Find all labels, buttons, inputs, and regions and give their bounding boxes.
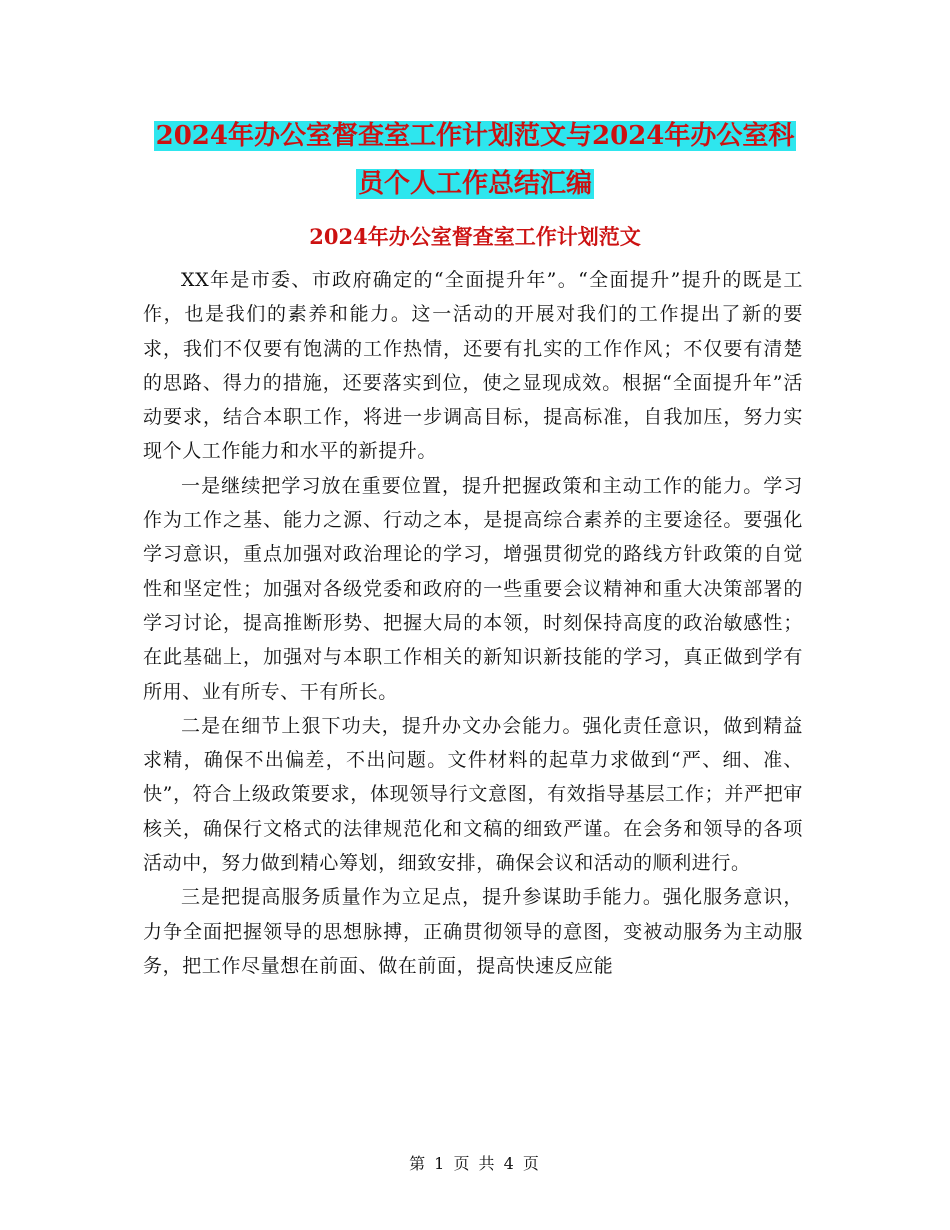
document-title-line-1: 2024年办公室督查室工作计划范文与2024年办公室科 — [155, 121, 795, 151]
body-paragraph: 三是把提高服务质量作为立足点，提升参谋助手能力。强化服务意识，力争全面把握领导的思想脉搏，正确贯彻领导的意图，变被动服务为主动服务，把工作尽量想在前面、做在前面，提高快速反应能 — [143, 886, 803, 977]
body-paragraph: XX年是市委、市政府确定的“全面提升年”。“全面提升”提升的既是工作，也是我们的素养和能力。这一活动的开展对我们的工作提出了新的要求，我们不仅要有饱满的工作热情，还要有扎实的工作作风；不仅要有清楚的思路、得力的措施，还要落实到位，使之显现成效。根据“全面提升年”活动要求，结合本职工作，将进一步调高目标，提高标准，自我加压，努力实现个人工作能力和水平的新提升。 — [143, 269, 803, 463]
document-title-line-2: 员个人工作总结汇编 — [357, 169, 592, 199]
page-number-footer: 第 1 页 共 4 页 — [409, 1154, 541, 1173]
document-body — [143, 263, 803, 983]
section-title: 2024年办公室督查室工作计划范文 — [309, 224, 641, 249]
body-paragraph: 一是继续把学习放在重要位置，提升把握政策和主动工作的能力。学习作为工作之基、能力之源、行动之本，是提高综合素养的主要途径。要强化学习意识，重点加强对政治理论的学习，增强贯彻党的路线方针政策的自觉性和坚定性；加强对各级党委和政府的一些重要会议精神和重大决策部署的学习讨论，提高推断形势、把握大局的本领，时刻保持高度的政治敏感性；在此基础上，加强对与本职工作相关的新知识新技能的学习，真正做到学有所用、业有所专、干有所长。 — [143, 474, 803, 703]
body-paragraph: 二是在细节上狠下功夫，提升办文办会能力。强化责任意识，做到精益求精，确保不出偏差，不出问题。文件材料的起草力求做到“严、细、准、快”，符合上级政策要求，体现领导行文意图，有效指导基层工作；并严把审核关，确保行文格式的法律规范化和文稿的细致严谨。在会务和领导的各项活动中，努力做到精心筹划，细致安排，确保会议和活动的顺利进行。 — [143, 714, 803, 875]
document-title — [0, 112, 950, 208]
